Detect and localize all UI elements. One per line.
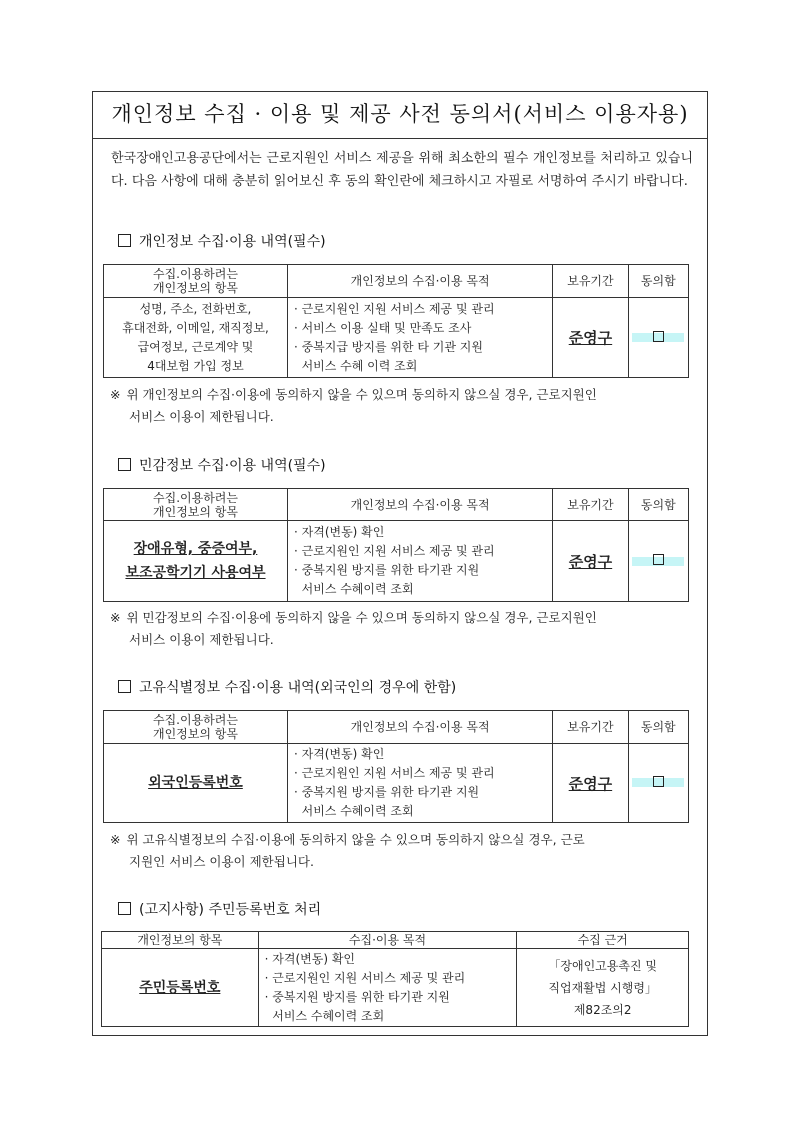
section1-agree-checkbox[interactable] — [653, 331, 664, 342]
section1-agree-cell[interactable] — [628, 298, 688, 378]
section1-items: 성명, 주소, 전화번호, 휴대전화, 이메일, 재직정보, 급여정보, 근로계약 및 4대보험 가입 정보 — [104, 298, 288, 378]
header-purpose: 개인정보의 수집·이용 목적 — [287, 711, 552, 744]
section2-period: 준영구 — [553, 521, 628, 602]
section3-table — [103, 710, 689, 823]
section4-basis: 「장애인고용촉진 및 직업재활법 시행령」 제82조의2 — [517, 949, 689, 1027]
header-period: 보유기간 — [553, 265, 628, 298]
header-agree: 동의함 — [628, 265, 688, 298]
section2-note: ※ 위 민감정보의 수집·이용에 동의하지 않을 수 있으며 동의하지 않으실 경우, 근로지원인 서비스 이용이 제한됩니다. — [110, 610, 597, 647]
section4-heading — [118, 899, 321, 919]
section2-purposes: · 자격(변동) 확인 · 근로지원인 지원 서비스 제공 및 관리 · 중복지원 방지를 위한 타기관 지원 서비스 수혜이력 조회 — [288, 521, 553, 602]
section1-purposes: · 근로지원인 지원 서비스 제공 및 관리 · 서비스 이용 실태 및 만족도 조사 · 중복지급 방지를 위한 타 기관 지원 서비스 수혜 이력 조회 — [287, 298, 552, 378]
header-purpose: 개인정보의 수집·이용 목적 — [288, 489, 553, 521]
section3-title: 고유식별정보 수집·이용 내역(외국인의 경우에 한함) — [139, 680, 457, 696]
square-bullet-icon — [118, 680, 131, 693]
square-bullet-icon — [118, 234, 131, 247]
section1-title: 개인정보 수집·이용 내역(필수) — [139, 234, 326, 250]
header-purpose: 개인정보의 수집·이용 목적 — [287, 265, 552, 298]
header-period: 보유기간 — [553, 711, 628, 744]
header-agree: 동의함 — [628, 489, 688, 521]
header-purpose: 수집·이용 목적 — [258, 932, 517, 949]
section2-table — [103, 488, 689, 602]
section2-agree-checkbox[interactable] — [653, 554, 664, 565]
section4-purposes: · 자격(변동) 확인 · 근로지원인 지원 서비스 제공 및 관리 · 중복지원 방지를 위한 타기관 지원 서비스 수혜이력 조회 — [258, 949, 517, 1027]
section1-period: 준영구 — [553, 298, 628, 378]
header-period: 보유기간 — [553, 489, 628, 521]
header-item: 개인정보의 항목 — [102, 932, 259, 949]
header-item: 수집.이용하려는 개인정보의 항목 — [104, 489, 288, 521]
section3-purposes: · 자격(변동) 확인 · 근로지원인 지원 서비스 제공 및 관리 · 중복지원 방지를 위한 타기관 지원 서비스 수혜이력 조회 — [287, 744, 552, 823]
header-item: 수집.이용하려는 개인정보의 항목 — [104, 711, 288, 744]
section4-title: (고지사항) 주민등록번호 처리 — [139, 902, 322, 918]
section1-note: ※ 위 개인정보의 수집·이용에 동의하지 않을 수 있으며 동의하지 않으실 경우, 근로지원인 서비스 이용이 제한됩니다. — [110, 387, 597, 424]
section2-heading — [118, 455, 326, 475]
header-item: 수집.이용하려는 개인정보의 항목 — [104, 265, 288, 298]
header-basis: 수집 근거 — [517, 932, 689, 949]
section1-table — [103, 264, 689, 378]
square-bullet-icon — [118, 902, 131, 915]
section4-table — [101, 931, 689, 1027]
section2-agree-cell[interactable] — [628, 521, 688, 602]
section4-item: 주민등록번호 — [102, 949, 259, 1027]
intro-paragraph: 한국장애인고용공단에서는 근로지원인 서비스 제공을 위해 최소한의 필수 개인정보를 처리하고 있습니다. 다음 사항에 대해 충분히 읽어보신 후 동의 확인란에 체크하시고 자필로 서명하여 주시기 바랍니다. — [111, 151, 693, 189]
section2-title: 민감정보 수집·이용 내역(필수) — [139, 458, 326, 474]
square-bullet-icon — [118, 458, 131, 471]
document-title: 개인정보 수집 · 이용 및 제공 사전 동의서(서비스 이용자용) — [92, 91, 708, 139]
section3-period: 준영구 — [553, 744, 628, 823]
section3-agree-checkbox[interactable] — [653, 776, 664, 787]
section2-items: 장애유형, 중증여부, 보조공학기기 사용여부 — [104, 521, 288, 602]
section1-heading — [118, 231, 326, 251]
section3-items: 외국인등록번호 — [104, 744, 288, 823]
section3-agree-cell[interactable] — [628, 744, 688, 823]
section3-note: ※ 위 고유식별정보의 수집·이용에 동의하지 않을 수 있으며 동의하지 않으실 경우, 근로 지원인 서비스 이용이 제한됩니다. — [110, 832, 585, 869]
header-agree: 동의함 — [628, 711, 688, 744]
section3-heading — [118, 677, 456, 697]
